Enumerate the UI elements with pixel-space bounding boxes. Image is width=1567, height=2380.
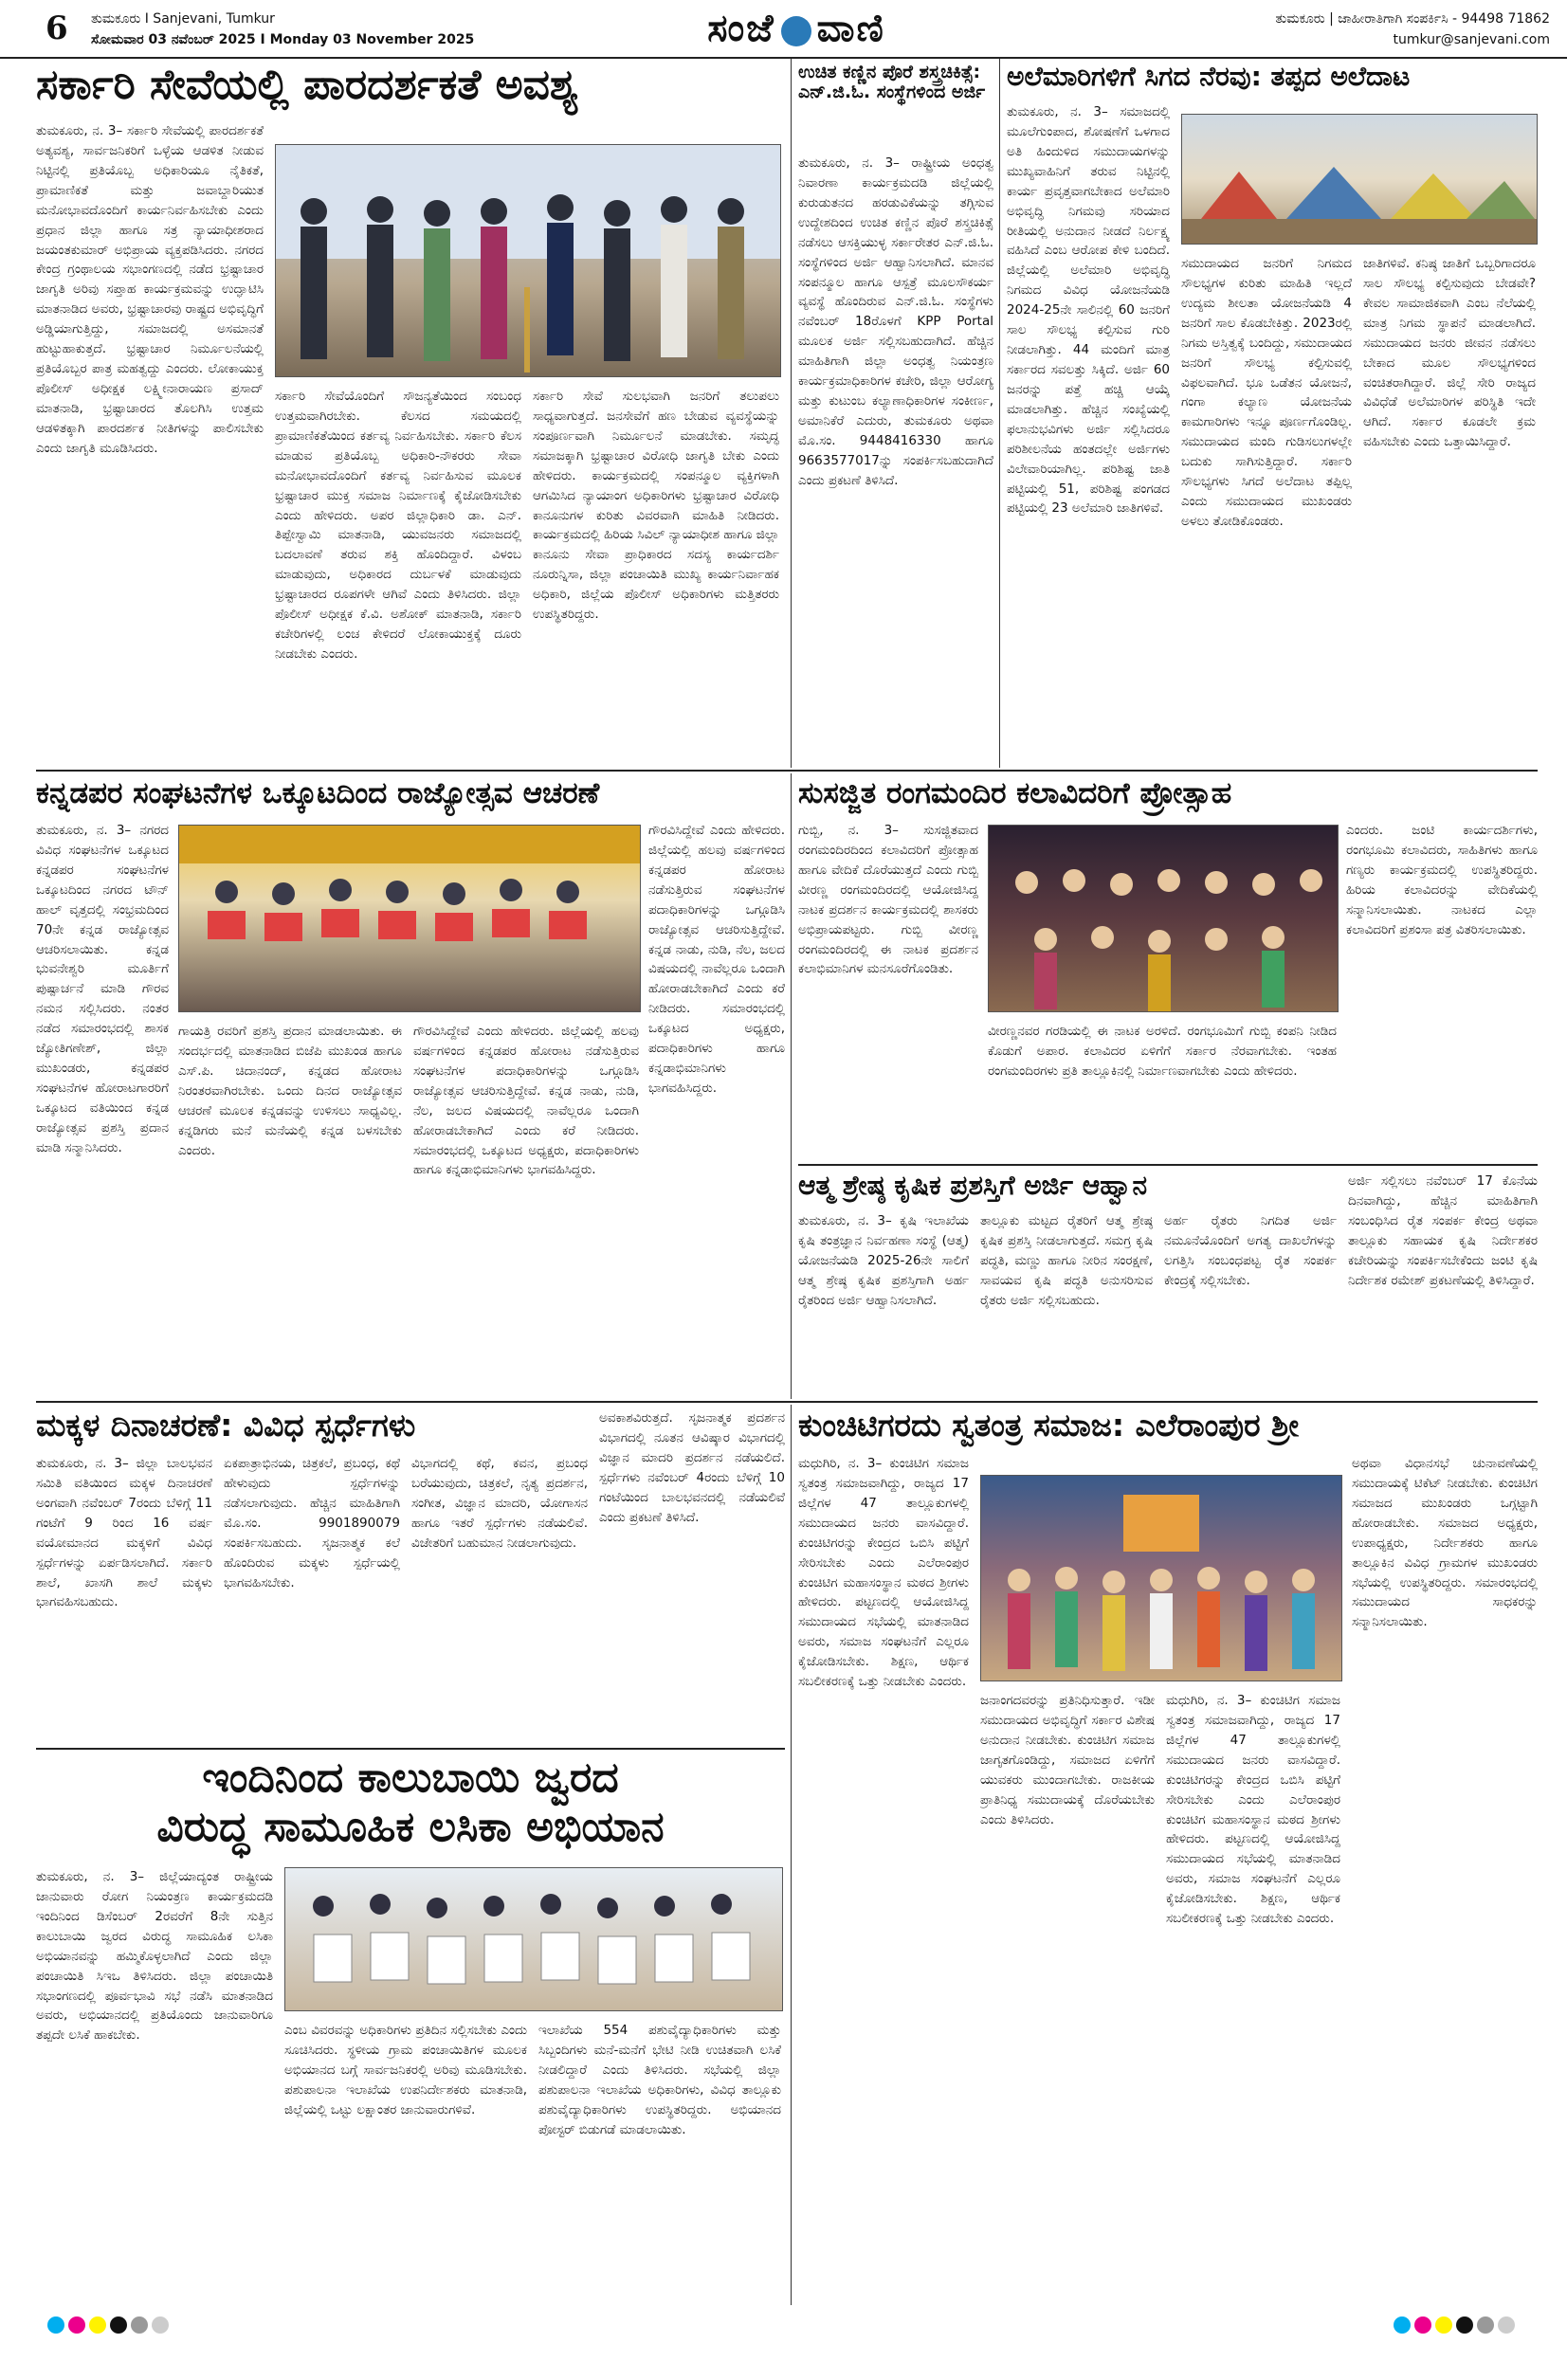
seer-gathering-photo (980, 1475, 1342, 1681)
black-registration-dot (1456, 2316, 1473, 2334)
black-registration-dot (110, 2316, 127, 2334)
article-text: ಅವಕಾಶವಿರುತ್ತದೆ. ಸೃಜನಾತ್ಮಕ ಪ್ರದರ್ಶನ ವಿಭಾಗದಲ್ಲಿ ನೂತನ ಆವಿಷ್ಕಾರ ವಿಭಾಗದಲ್ಲಿ ವಿಜ್ಞಾನ ಮಾದರಿ ಪ್ರದರ್ಶನ ನಡೆಯಲಿದೆ. ಸ್ಪರ್ಧೆಗಳು ನವೆಂಬರ್ 4ರಂದು ಬೆಳಿಗ್ಗೆ 10 ಗಂಟೆಯಿಂದ ಬಾಲಭವನದಲ್ಲಿ ನಡೆಯಲಿವೆ ಎಂದು ಪ್ರಕಟಣೆ ತಿಳಿಸಿದೆ. (599, 1410, 785, 1525)
article-text: ಇಲಾಖೆಯ 554 ಪಶುವೈದ್ಯಾಧಿಕಾರಿಗಳು ಮತ್ತು ಸಿಬ್ಬಂದಿಗಳು ಮನೆ-ಮನೆಗೆ ಭೇಟಿ ನೀಡಿ ಉಚಿತವಾಗಿ ಲಸಿಕೆ ನೀಡಲಿದ್ದಾರೆ ಎಂದು ತಿಳಿಸಿದರು. ಸಭೆಯಲ್ಲಿ ಜಿಲ್ಲಾ ಪಶುಪಾಲನಾ ಇಲಾಖೆಯ ಅಧಿಕಾರಿಗಳು, ವಿವಿಧ ತಾಲ್ಲೂಕು ಪಶುವೈದ್ಯಾಧಿಕಾರಿಗಳು ಉಪಸ್ಥಿತರಿದ್ದರು. ಅಭಿಯಾನದ ಪೋಸ್ಟರ್ ಬಿಡುಗಡೆ ಮಾಡಲಾಯಿತು. (538, 2023, 781, 2137)
article-text: ತುಮಕೂರು, ನ. 3– ಸರ್ಕಾರಿ ಸೇವೆಯಲ್ಲಿ ಪಾರದರ್ಶಕತೆ ಅತ್ಯವಶ್ಯ, ಸಾರ್ವಜನಿಕರಿಗೆ ಒಳ್ಳೆಯ ಆಡಳಿತ ನೀಡುವ ನಿಟ್ಟಿನಲ್ಲಿ ಪ್ರತಿಯೊಬ್ಬ ಅಧಿಕಾರಿಯೂ ನೈತಿಕತೆ, ಪ್ರಾಮಾಣಿಕತೆ ಮತ್ತು ಜವಾಬ್ದಾರಿಯುತ ಮನೋಭಾವದೊಂದಿಗೆ ಕಾರ್ಯನಿರ್ವಹಿಸಬೇಕು ಎಂದು ಪ್ರಧಾನ ಜಿಲ್ಲಾ ಹಾಗೂ ಸತ್ರ ನ್ಯಾಯಾಧೀಶರಾದ ಜಯಂತಕುಮಾರ್ ಅಭಿಪ್ರಾಯ ವ್ಯಕ್ತಪಡಿಸಿದರು. ನಗರದ ಕೇಂದ್ರ ಗ್ರಂಥಾಲಯ ಸಭಾಂಗಣದಲ್ಲಿ ನಡೆದ ಭ್ರಷ್ಟಾಚಾರ ಜಾಗೃತಿ ಅರಿವು ಸಪ್ತಾಹ ಕಾರ್ಯಕ್ರಮವನ್ನು ಉದ್ಘಾಟಿಸಿ ಮಾತನಾಡಿದ ಅವರು, ಭ್ರಷ್ಟಾಚಾರವು ರಾಷ್ಟ್ರದ ಅಭಿವೃದ್ಧಿಗೆ ಅಡ್ಡಿಯಾಗುತ್ತಿದ್ದು, ಸಮಾಜದಲ್ಲಿ ಅಸಮಾನತೆ ಹುಟ್ಟುಹಾಕುತ್ತದೆ. ಭ್ರಷ್ಟಾಚಾರ ನಿರ್ಮೂಲನೆಯಲ್ಲಿ ಪ್ರತಿಯೊಬ್ಬರ ಪಾತ್ರ ಮಹತ್ವದ್ದು ಎಂದರು. ಲೋಕಾಯುಕ್ತ ಪೊಲೀಸ್ ಅಧೀಕ್ಷಕ ಲಕ್ಷ್ಮೀನಾರಾಯಣ ಪ್ರಸಾದ್ ಮಾತನಾಡಿ, ಭ್ರಷ್ಟಾಚಾರದ ತೊಲಗಿಸಿ ಉತ್ತಮ ಆಡಳಿತಕ್ಕಾಗಿ ಪಾರದರ್ಶಕ ನೀತಿಗಳನ್ನು ಪಾಲಿಸಬೇಕು ಎಂದು ಜಾಗೃತಿ ಮೂಡಿಸಿದರು. (36, 123, 264, 456)
article-text: ವಿಭಾಗದಲ್ಲಿ ಕಥೆ, ಕವನ, ಪ್ರಬಂಧ ಬರೆಯುವುದು, ಚಿತ್ರಕಲೆ, ನೃತ್ಯ ಪ್ರದರ್ಶನ, ಸಂಗೀತ, ವಿಜ್ಞಾನ ಮಾದರಿ, ಯೋಗಾಸನ ಹಾಗೂ ಇತರೆ ಸ್ಪರ್ಧೆಗಳು ನಡೆಯಲಿವೆ. ವಿಜೇತರಿಗೆ ಬಹುಮಾನ ನೀಡಲಾಗುವುದು. (411, 1456, 588, 1551)
cyan-registration-dot (47, 2316, 64, 2334)
magenta-registration-dot (1414, 2316, 1431, 2334)
section-divider (36, 1748, 785, 1750)
shelters-photo (1181, 114, 1538, 245)
people-photo-icon (276, 145, 780, 376)
headline-line2: ವಿರುದ್ಧ ಸಾಮೂಹಿಕ ಲಸಿಕಾ ಅಭಿಯಾನ (156, 1803, 665, 1852)
article-text: ಗಾಯತ್ರಿ ರವರಿಗೆ ಪ್ರಶಸ್ತಿ ಪ್ರದಾನ ಮಾಡಲಾಯಿತು. ಈ ಸಂದರ್ಭದಲ್ಲಿ ಮಾತನಾಡಿದ ಬಿಜೆಪಿ ಮುಖಂಡ ಹಾಗೂ ಎಸ್.ಪಿ. ಚಿದಾನಂದ್, ಕನ್ನಡದ ಹೋರಾಟ ನಿರಂತರವಾಗಿರಬೇಕು. ಒಂದು ದಿನದ ರಾಜ್ಯೋತ್ಸವ ಆಚರಣೆ ಮೂಲಕ ಕನ್ನಡವನ್ನು ಉಳಿಸಲು ಸಾಧ್ಯವಿಲ್ಲ. ಕನ್ನಡಿಗರು ಮನೆ ಮನೆಯಲ್ಲಿ ಕನ್ನಡ ಬಳಸಬೇಕು ಎಂದರು. (178, 1024, 402, 1158)
article-text: ವೀರಣ್ಣನವರ ಗರಡಿಯಲ್ಲಿ ಈ ನಾಟಕ ಅರಳಿದೆ. ರಂಗಭೂಮಿಗೆ ಗುಬ್ಬಿ ಕಂಪನಿ ನೀಡಿದ ಕೊಡುಗೆ ಅಪಾರ. ಕಲಾವಿದರ ಏಳಿಗೆಗೆ ಸರ್ಕಾರ ನೆರವಾಗಬೇಕು. ಇಂತಹ ರಂಗಮಂದಿರಗಳು ಪ್ರತಿ ತಾಲ್ಲೂಕಿನಲ್ಲಿ ನಿರ್ಮಾಣವಾಗಬೇಕು ಎಂದು ಹೇಳಿದರು. (988, 1024, 1337, 1079)
header-ad-contact: ತುಮಕೂರು | ಜಾಹೀರಾತಿಗಾಗಿ ಸಂಪರ್ಕಿಸಿ - 94498 71862 (1275, 11, 1550, 27)
header-location: ತುಮಕೂರು I Sanjevani, Tumkur (91, 11, 275, 27)
group-photo-icon (179, 826, 640, 1011)
grey-registration-dot (1477, 2316, 1494, 2334)
headline: ಕುಂಚಿಟಿಗರದು ಸ್ವತಂತ್ರ ಸಮಾಜ: ಎಲೆರಾಂಪುರ ಶ್ರೀ (798, 1407, 1300, 1444)
header-email: tumkur@sanjevani.com (1393, 32, 1550, 47)
headline: ಮಕ್ಕಳ ದಿನಾಚರಣೆ: ವಿವಿಧ ಸ್ಪರ್ಧೆಗಳು (36, 1407, 416, 1444)
headline: ಉಚಿತ ಕಣ್ಣಿನ ಪೊರೆ ಶಸ್ತ್ರಚಿಕಿತ್ಸೆ: ಎನ್.ಜಿ.ಓ. ಸಂಸ್ಥೆಗಳಿಂದ ಅರ್ಜಿ (798, 62, 986, 102)
article-text: ಗೌರವಿಸಿದ್ದೇವೆ ಎಂದು ಹೇಳಿದರು. ಜಿಲ್ಲೆಯಲ್ಲಿ ಹಲವು ವರ್ಷಗಳಿಂದ ಕನ್ನಡಪರ ಹೋರಾಟ ನಡೆಸುತ್ತಿರುವ ಸಂಘಟನೆಗಳ ಪದಾಧಿಕಾರಿಗಳನ್ನು ಒಗ್ಗೂಡಿಸಿ ರಾಜ್ಯೋತ್ಸವ ಆಚರಿಸುತ್ತಿದ್ದೇವೆ. ಕನ್ನಡ ನಾಡು, ನುಡಿ, ನೆಲ, ಜಲದ ವಿಷಯದಲ್ಲಿ ನಾವೆಲ್ಲರೂ ಒಂದಾಗಿ ಹೋರಾಡಬೇಕಾಗಿದೆ ಎಂದು ಕರೆ ನೀಡಿದರು. ಸಮಾರಂಭದಲ್ಲಿ ಒಕ್ಕೂಟದ ಅಧ್ಯಕ್ಷರು, ಪದಾಧಿಕಾರಿಗಳು ಹಾಗೂ ಕನ್ನಡಾಭಿಮಾನಿಗಳು ಭಾಗವಹಿಸಿದ್ದರು. (648, 823, 785, 1096)
page-header (0, 0, 1567, 59)
article-text: ಎಂಬ ವಿವರವನ್ನು ಅಧಿಕಾರಿಗಳು ಪ್ರತಿದಿನ ಸಲ್ಲಿಸಬೇಕು ಎಂದು ಸೂಚಿಸಿದರು. ಸ್ಥಳೀಯ ಗ್ರಾಮ ಪಂಚಾಯಿತಿಗಳ ಮೂಲಕ ಅಭಿಯಾನದ ಬಗ್ಗೆ ಸಾರ್ವಜನಿಕರಲ್ಲಿ ಅರಿವು ಮೂಡಿಸಬೇಕು. ಪಶುಪಾಲನಾ ಇಲಾಖೆಯ ಉಪನಿರ್ದೇಶಕರು ಮಾತನಾಡಿ, ಜಿಲ್ಲೆಯಲ್ಲಿ ಒಟ್ಟು ಲಕ್ಷಾಂತರ ಜಾನುವಾರುಗಳಿವೆ. (284, 2023, 527, 2117)
article-text: ಮಧುಗಿರಿ, ನ. 3– ಕುಂಚಿಟಿಗ ಸಮಾಜ ಸ್ವತಂತ್ರ ಸಮಾಜವಾಗಿದ್ದು, ರಾಜ್ಯದ 17 ಜಿಲ್ಲೆಗಳ 47 ತಾಲ್ಲೂಕುಗಳಲ್ಲಿ ಸಮುದಾಯದ ಜನರು ವಾಸವಿದ್ದಾರೆ. ಕುಂಚಿಟಿಗರನ್ನು ಕೇಂದ್ರದ ಒಬಿಸಿ ಪಟ್ಟಿಗೆ ಸೇರಿಸಬೇಕು ಎಂದು ಎಲೆರಾಂಪುರ ಕುಂಚಿಟಿಗ ಮಹಾಸಂಸ್ಥಾನ ಮಠದ ಶ್ರೀಗಳು ಹೇಳಿದರು. ಪಟ್ಟಣದಲ್ಲಿ ಆಯೋಜಿಸಿದ್ದ ಸಮುದಾಯದ ಸಭೆಯಲ್ಲಿ ಮಾತನಾಡಿದ ಅವರು, ಸಮಾಜ ಸಂಘಟನೆಗೆ ಎಲ್ಲರೂ ಕೈಜೋಡಿಸಬೇಕು. ಶಿಕ್ಷಣ, ಆರ್ಥಿಕ ಸಬಲೀಕರಣಕ್ಕೆ ಒತ್ತು ನೀಡಬೇಕು ಎಂದರು. (798, 1456, 969, 1690)
article-nomads (1007, 59, 1538, 770)
officials-photo-icon (285, 1868, 782, 2010)
section-divider (798, 1164, 1538, 1166)
article-childrens-day (36, 1405, 785, 1746)
magenta-registration-dot (68, 2316, 85, 2334)
article-vaccination (36, 1752, 785, 2305)
headline-line1: ಇಂದಿನಿಂದ ಕಾಲುಬಾಯಿ ಜ್ವರದ (202, 1753, 619, 1802)
section-divider (36, 1401, 1538, 1403)
headline: ಆತ್ಮ ಶ್ರೇಷ್ಠ ಕೃಷಿಕ ಪ್ರಶಸ್ತಿಗೆ ಅರ್ಜಿ ಆಹ್ವಾನ (798, 1170, 1148, 1201)
article-text: ಅರ್ಜಿ ಸಲ್ಲಿಸಲು ನವೆಂಬರ್ 17 ಕೊನೆಯ ದಿನವಾಗಿದ್ದು, ಹೆಚ್ಚಿನ ಮಾಹಿತಿಗಾಗಿ ಸಂಬಂಧಿಸಿದ ರೈತ ಸಂಪರ್ಕ ಕೇಂದ್ರ ಅಥವಾ ತಾಲ್ಲೂಕು ಸಹಾಯಕ ಕೃಷಿ ನಿರ್ದೇಶಕರ ಕಚೇರಿಯನ್ನು ಸಂಪರ್ಕಿಸಬೇಕೆಂದು ಜಂಟಿ ಕೃಷಿ ನಿರ್ದೇಶಕ ರಮೇಶ್ ಪ್ರಕಟಣೆಯಲ್ಲಿ ತಿಳಿಸಿದ್ದಾರೆ. (1348, 1173, 1538, 1288)
article-text: ತುಮಕೂರು, ನ. 3– ಜಿಲ್ಲೆಯಾದ್ಯಂತ ರಾಷ್ಟ್ರೀಯ ಜಾನುವಾರು ರೋಗ ನಿಯಂತ್ರಣ ಕಾರ್ಯಕ್ರಮದಡಿ ಇಂದಿನಿಂದ ಡಿಸೆಂಬರ್ 2ರವರೆಗೆ 8ನೇ ಸುತ್ತಿನ ಕಾಲುಬಾಯಿ ಜ್ವರದ ವಿರುದ್ಧ ಸಾಮೂಹಿಕ ಲಸಿಕಾ ಅಭಿಯಾನವನ್ನು ಹಮ್ಮಿಕೊಳ್ಳಲಾಗಿದೆ ಎಂದು ಜಿಲ್ಲಾ ಪಂಚಾಯಿತಿ ಸಿಇಒ ತಿಳಿಸಿದರು. ಜಿಲ್ಲಾ ಪಂಚಾಯಿತಿ ಸಭಾಂಗಣದಲ್ಲಿ ಪೂರ್ವಭಾವಿ ಸಭೆ ನಡೆಸಿ ಮಾತನಾಡಿದ ಅವರು, ಅಭಿಯಾನದಲ್ಲಿ ಪ್ರತಿಯೊಂದು ಜಾನುವಾರಿಗೂ ತಪ್ಪದೇ ಲಸಿಕೆ ಹಾಕಬೇಕು. (36, 1869, 273, 2044)
felicitation-photo (178, 825, 641, 1012)
event-photo (275, 144, 781, 377)
poster-release-photo (284, 1867, 783, 2011)
grey-registration-dot (131, 2316, 148, 2334)
headline: ಸರ್ಕಾರಿ ಸೇವೆಯಲ್ಲಿ ಪಾರದರ್ಶಕತೆ ಅವಶ್ಯ (36, 61, 579, 109)
lightgrey-registration-dot (152, 2316, 169, 2334)
column-divider (999, 59, 1000, 768)
print-registration-footer (0, 2313, 1567, 2380)
article-theatre (798, 773, 1538, 1162)
article-text: ಅರ್ಹ ರೈತರು ನಿಗದಿತ ಅರ್ಜಿ ನಮೂನೆಯೊಂದಿಗೆ ಅಗತ್ಯ ದಾಖಲೆಗಳನ್ನು ಲಗತ್ತಿಸಿ ಸಂಬಂಧಪಟ್ಟ ರೈತ ಸಂಪರ್ಕ ಕೇಂದ್ರಕ್ಕೆ ಸಲ್ಲಿಸಬೇಕು. (1164, 1213, 1337, 1288)
article-eye-surgery (798, 59, 993, 770)
article-text: ತುಮಕೂರು, ನ. 3– ಜಿಲ್ಲಾ ಬಾಲಭವನ ಸಮಿತಿ ವತಿಯಿಂದ ಮಕ್ಕಳ ದಿನಾಚರಣೆ ಅಂಗವಾಗಿ ನವೆಂಬರ್ 7ರಂದು ಬೆಳಿಗ್ಗೆ 11 ಗಂಟೆಗೆ 9 ರಿಂದ 16 ವರ್ಷ ವಯೋಮಾನದ ಮಕ್ಕಳಿಗೆ ವಿವಿಧ ಸ್ಪರ್ಧೆಗಳನ್ನು ಏರ್ಪಡಿಸಲಾಗಿದೆ. ಸರ್ಕಾರಿ ಶಾಲೆ, ಖಾಸಗಿ ಶಾಲೆ ಮಕ್ಕಳು ಭಾಗವಹಿಸಬಹುದು. (36, 1456, 212, 1610)
article-text: ಏಕಪಾತ್ರಾಭಿನಯ, ಚಿತ್ರಕಲೆ, ಪ್ರಬಂಧ, ಕಥೆ ಹೇಳುವುದು ಸ್ಪರ್ಧೆಗಳನ್ನು ನಡೆಸಲಾಗುವುದು. ಹೆಚ್ಚಿನ ಮಾಹಿತಿಗಾಗಿ ಮೊ.ಸಂ. 9901890079 ಸಂಪರ್ಕಿಸಬಹುದು. ಸೃಜನಾತ್ಮಕ ಕಲೆ ಹೊಂದಿರುವ ಮಕ್ಕಳು ಸ್ಪರ್ಧೆಯಲ್ಲಿ ಭಾಗವಹಿಸಬೇಕು. (224, 1456, 400, 1590)
article-text: ತುಮಕೂರು, ನ. 3– ಕೃಷಿ ಇಲಾಖೆಯ ಕೃಷಿ ತಂತ್ರಜ್ಞಾನ ನಿರ್ವಹಣಾ ಸಂಸ್ಥೆ (ಆತ್ಮ) ಯೋಜನೆಯಡಿ 2025-26ನೇ ಸಾಲಿಗೆ ಆತ್ಮ ಶ್ರೇಷ್ಠ ಕೃಷಿಕ ಪ್ರಶಸ್ತಿಗಾಗಿ ಅರ್ಹ ರೈತರಿಂದ ಅರ್ಜಿ ಆಹ್ವಾನಿಸಲಾಗಿದೆ. (798, 1213, 969, 1308)
community-photo-icon (981, 1476, 1341, 1681)
column-divider (791, 59, 792, 768)
article-text: ಜಾತಿಗಳಿವೆ. ಕನಿಷ್ಠ ಜಾತಿಗೆ ಒಬ್ಬರಿಗಾದರೂ ಸಾಲ ಸೌಲಭ್ಯ ಕಲ್ಪಿಸುವುದು ಬೇಡವೇ? ಕೇವಲ ಸಾಮಾಜಿಕವಾಗಿ ಎಂಬ ನೆಲೆಯಲ್ಲಿ ಮಾತ್ರ ನಿಗಮ ಸ್ಥಾಪನೆ ಮಾಡಲಾಗಿದೆ. ಸಮುದಾಯದ ಜನರು ಜೀವನ ನಡೆಸಲು ಬೇಕಾದ ಮೂಲ ಸೌಲಭ್ಯಗಳಿಂದ ವಂಚಿತರಾಗಿದ್ದಾರೆ. ಜಿಲ್ಲೆ ಸೇರಿ ರಾಜ್ಯದ ವಿವಿಧೆಡೆ ಅಲೆಮಾರಿಗಳ ಪರಿಸ್ಥಿತಿ ಇದೇ ಆಗಿದೆ. ಸರ್ಕಾರ ಕೂಡಲೇ ಕ್ರಮ ವಹಿಸಬೇಕು ಎಂದು ಒತ್ತಾಯಿಸಿದ್ದಾರೆ. (1363, 256, 1536, 450)
article-text: ಎಂದರು. ಜಂಟಿ ಕಾರ್ಯದರ್ಶಿಗಳು, ರಂಗಭೂಮಿ ಕಲಾವಿದರು, ಸಾಹಿತಿಗಳು ಹಾಗೂ ಗಣ್ಯರು ಕಾರ್ಯಕ್ರಮದಲ್ಲಿ ಉಪಸ್ಥಿತರಿದ್ದರು. ಹಿರಿಯ ಕಲಾವಿದರನ್ನು ವೇದಿಕೆಯಲ್ಲಿ ಸನ್ಮಾನಿಸಲಾಯಿತು. ನಾಟಕದ ಎಲ್ಲಾ ಕಲಾವಿದರಿಗೆ ಪ್ರಶಂಸಾ ಪತ್ರ ವಿತರಿಸಲಾಯಿತು. (1346, 823, 1538, 937)
article-text: ಜನಾಂಗದವರನ್ನು ಪ್ರತಿನಿಧಿಸುತ್ತಾರೆ. ಇಡೀ ಸಮುದಾಯದ ಅಭಿವೃದ್ಧಿಗೆ ಸರ್ಕಾರ ವಿಶೇಷ ಅನುದಾನ ನೀಡಬೇಕು. ಕುಂಚಿಟಿಗ ಸಮಾಜ ಜಾಗೃತಗೊಂಡಿದ್ದು, ಸಮಾಜದ ಏಳಿಗೆಗೆ ಯುವಕರು ಮುಂದಾಗಬೇಕು. ರಾಜಕೀಯ ಪ್ರಾತಿನಿಧ್ಯ ಸಮುದಾಯಕ್ಕೆ ದೊರೆಯಬೇಕು ಎಂದು ತಿಳಿಸಿದರು. (980, 1693, 1155, 1827)
article-text: ಸಮುದಾಯದ ಜನರಿಗೆ ನಿಗಮದ ಸೌಲಭ್ಯಗಳ ಕುರಿತು ಮಾಹಿತಿ ಇಲ್ಲದೆ ಉದ್ಯಮ ಶೀಲತಾ ಯೋಜನೆಯಡಿ 4 ಜನರಿಗೆ ಸಾಲ ಕೊಡಬೇಕಿತ್ತು. 2023ರಲ್ಲಿ ನಿಗಮ ಅಸ್ತಿತ್ವಕ್ಕೆ ಬಂದಿದ್ದು, ಸಮುದಾಯದ ಜನರಿಗೆ ಸೌಲಭ್ಯ ಕಲ್ಪಿಸುವಲ್ಲಿ ವಿಫಲವಾಗಿದೆ. ಭೂ ಒಡೆತನ ಯೋಜನೆ, ಗಂಗಾ ಕಲ್ಯಾಣ ಯೋಜನೆಯ ಕಾಮಗಾರಿಗಳು ಇನ್ನೂ ಪೂರ್ಣಗೊಂಡಿಲ್ಲ. ಸಮುದಾಯದ ಮಂದಿ ಗುಡಿಸಲುಗಳಲ್ಲೇ ಬದುಕು ಸಾಗಿಸುತ್ತಿದ್ದಾರೆ. ಸರ್ಕಾರಿ ಸೌಲಭ್ಯಗಳು ಸಿಗದೆ ಅಲೆದಾಟ ತಪ್ಪಿಲ್ಲ ಎಂದು ಸಮುದಾಯದ ಮುಖಂಡರು ಅಳಲು ತೋಡಿಕೊಂಡರು. (1181, 256, 1352, 529)
article-text: ತುಮಕೂರು, ನ. 3– ನಗರದ ವಿವಿಧ ಸಂಘಟನೆಗಳ ಒಕ್ಕೂಟದ ಕನ್ನಡಪರ ಸಂಘಟನೆಗಳ ಒಕ್ಕೂಟದಿಂದ ನಗರದ ಟೌನ್ ಹಾಲ್ ವೃತ್ತದಲ್ಲಿ ಸಂಭ್ರಮದಿಂದ 70ನೇ ಕನ್ನಡ ರಾಜ್ಯೋತ್ಸವ ಆಚರಿಸಲಾಯಿತು. ಕನ್ನಡ ಭುವನೇಶ್ವರಿ ಮೂರ್ತಿಗೆ ಪುಷ್ಪಾರ್ಚನೆ ಮಾಡಿ ಗೌರವ ನಮನ ಸಲ್ಲಿಸಿದರು. ನಂತರ ನಡೆದ ಸಮಾರಂಭದಲ್ಲಿ ಶಾಸಕ ಜ್ಯೋತಿಗಣೇಶ್, ಜಿಲ್ಲಾ ಮುಖಂಡರು, ಕನ್ನಡಪರ ಸಂಘಟನೆಗಳ ಹೋರಾಟಗಾರರಿಗೆ ಒಕ್ಕೂಟದ ವತಿಯಿಂದ ಕನ್ನಡ ರಾಜ್ಯೋತ್ಸವ ಪ್ರಶಸ್ತಿ ಪ್ರದಾನ ಮಾಡಿ ಸನ್ಮಾನಿಸಿದರು. (36, 823, 169, 1155)
article-transparency (36, 59, 785, 770)
article-text: ತಾಲ್ಲೂಕು ಮಟ್ಟದ ರೈತರಿಗೆ ಆತ್ಮ ಶ್ರೇಷ್ಠ ಕೃಷಿಕ ಪ್ರಶಸ್ತಿ ನೀಡಲಾಗುತ್ತದೆ. ಸಮಗ್ರ ಕೃಷಿ ಪದ್ಧತಿ, ಮಣ್ಣು ಹಾಗೂ ನೀರಿನ ಸಂರಕ್ಷಣೆ, ಸಾವಯವ ಕೃಷಿ ಪದ್ಧತಿ ಅನುಸರಿಸುವ ರೈತರು ಅರ್ಜಿ ಸಲ್ಲಿಸಬಹುದು. (980, 1213, 1153, 1308)
header-date: ಸೋಮವಾರ 03 ನವೆಂಬರ್ 2025 I Monday 03 November 2025 (91, 32, 475, 47)
article-text: ತುಮಕೂರು, ನ. 3– ರಾಷ್ಟ್ರೀಯ ಅಂಧತ್ವ ನಿವಾರಣಾ ಕಾರ್ಯಕ್ರಮದಡಿ ಜಿಲ್ಲೆಯಲ್ಲಿ ಕುರುಡುತನದ ಹರಡುವಿಕೆಯನ್ನು ತಗ್ಗಿಸುವ ಉದ್ದೇಶದಿಂದ ಉಚಿತ ಕಣ್ಣಿನ ಪೊರೆ ಶಸ್ತ್ರಚಿಕಿತ್ಸೆ ನಡೆಸಲು ಆಸಕ್ತಿಯುಳ್ಳ ಸರ್ಕಾರೇತರ ಎನ್.ಜಿ.ಓ. ಸಂಸ್ಥೆಗಳಿಂದ ಅರ್ಜಿ ಆಹ್ವಾನಿಸಲಾಗಿದೆ. ಮಾನವ ಸಂಪನ್ಮೂಲ ಹಾಗೂ ಆಸ್ಪತ್ರೆ ಮೂಲಸೌಕರ್ಯ ವ್ಯವಸ್ಥೆ ಹೊಂದಿರುವ ಎನ್.ಜಿ.ಓ. ಸಂಸ್ಥೆಗಳು ನವೆಂಬರ್ 18ರೊಳಗೆ KPP Portal ಮೂಲಕ ಅರ್ಜಿ ಸಲ್ಲಿಸಬಹುದಾಗಿದೆ. ಹೆಚ್ಚಿನ ಮಾಹಿತಿಗಾಗಿ ಜಿಲ್ಲಾ ಅಂಧತ್ವ ನಿಯಂತ್ರಣ ಕಾರ್ಯಕ್ರಮಾಧಿಕಾರಿಗಳ ಕಚೇರಿ, ಜಿಲ್ಲಾ ಆರೋಗ್ಯ ಮತ್ತು ಕುಟುಂಬ ಕಲ್ಯಾಣಾಧಿಕಾರಿಗಳ ಸಂಕೀರ್ಣ, ಅಮಾನಿಕೆರೆ ಎದುರು, ತುಮಕೂರು ಅಥವಾ ಮೊ.ಸಂ. 9448416330 ಹಾಗೂ 9663577017ನ್ನು ಸಂಪರ್ಕಿಸಬಹುದಾಗಿದೆ ಎಂದು ಪ್ರಕಟಣೆ ತಿಳಿಸಿದೆ. (798, 155, 993, 488)
column-divider (791, 773, 792, 1399)
tents-photo-icon (1182, 115, 1537, 244)
article-text: ಮಧುಗಿರಿ, ನ. 3– ಕುಂಚಿಟಿಗ ಸಮಾಜ ಸ್ವತಂತ್ರ ಸಮಾಜವಾಗಿದ್ದು, ರಾಜ್ಯದ 17 ಜಿಲ್ಲೆಗಳ 47 ತಾಲ್ಲೂಕುಗಳಲ್ಲಿ ಸಮುದಾಯದ ಜನರು ವಾಸವಿದ್ದಾರೆ. ಕುಂಚಿಟಿಗರನ್ನು ಕೇಂದ್ರದ ಒಬಿಸಿ ಪಟ್ಟಿಗೆ ಸೇರಿಸಬೇಕು ಎಂದು ಎಲೆರಾಂಪುರ ಕುಂಚಿಟಿಗ ಮಹಾಸಂಸ್ಥಾನ ಮಠದ ಶ್ರೀಗಳು ಹೇಳಿದರು. ಪಟ್ಟಣದಲ್ಲಿ ಆಯೋಜಿಸಿದ್ದ ಸಮುದಾಯದ ಸಭೆಯಲ್ಲಿ ಮಾತನಾಡಿದ ಅವರು, ಸಮಾಜ ಸಂಘಟನೆಗೆ ಎಲ್ಲರೂ ಕೈಜೋಡಿಸಬೇಕು. ಶಿಕ್ಷಣ, ಆರ್ಥಿಕ ಸಬಲೀಕರಣಕ್ಕೆ ಒತ್ತು ನೀಡಬೇಕು ಎಂದರು. (1166, 1693, 1340, 1927)
masthead-logo-icon (781, 16, 811, 46)
yellow-registration-dot (1435, 2316, 1452, 2334)
masthead-left: ಸಂಜೆ (707, 6, 775, 50)
article-rajyotsava (36, 773, 785, 1399)
article-text: ಗುಬ್ಬಿ, ನ. 3– ಸುಸಜ್ಜಿತವಾದ ರಂಗಮಂದಿರದಿಂದ ಕಲಾವಿದರಿಗೆ ಪ್ರೋತ್ಸಾಹ ಹಾಗೂ ವೇದಿಕೆ ದೊರೆಯುತ್ತದೆ ಎಂದು ಗುಬ್ಬಿ ವೀರಣ್ಣ ರಂಗಮಂದಿರದಲ್ಲಿ ಆಯೋಜಿಸಿದ್ದ ನಾಟಕ ಪ್ರದರ್ಶನ ಕಾರ್ಯಕ್ರಮದಲ್ಲಿ ಶಾಸಕರು ಅಭಿಪ್ರಾಯಪಟ್ಟರು. ಗುಬ್ಬಿ ವೀರಣ್ಣ ರಂಗಮಂದಿರದಲ್ಲಿ ಈ ನಾಟಕ ಪ್ರದರ್ಶನ ಕಲಾಭಿಮಾನಿಗಳ ಮನಸೂರೆಗೊಂಡಿತು. (798, 823, 978, 977)
article-text: ಸರ್ಕಾರಿ ಸೇವೆ ಸುಲಭವಾಗಿ ಜನರಿಗೆ ತಲುಪಲು ಸಾಧ್ಯವಾಗುತ್ತದೆ. ಜನಸೇವೆಗೆ ಹಣ ಬೇಡುವ ವ್ಯವಸ್ಥೆಯನ್ನು ಸಂಪೂರ್ಣವಾಗಿ ನಿರ್ಮೂಲನೆ ಮಾಡಬೇಕು. ಸಮೃದ್ಧ ಸಮಾಜಕ್ಕಾಗಿ ಭ್ರಷ್ಟಾಚಾರ ವಿರೋಧಿ ಜಾಗೃತಿ ಬೇಕು ಎಂದು ಹೇಳಿದರು. ಕಾರ್ಯಕ್ರಮದಲ್ಲಿ ಸಂಪನ್ಮೂಲ ವ್ಯಕ್ತಿಗಳಾಗಿ ಆಗಮಿಸಿದ ನ್ಯಾಯಾಂಗ ಅಧಿಕಾರಿಗಳು ಭ್ರಷ್ಟಾಚಾರ ವಿರೋಧಿ ಕಾನೂನುಗಳ ಕುರಿತು ವಿವರವಾಗಿ ಮಾಹಿತಿ ನೀಡಿದರು. ಕಾರ್ಯಕ್ರಮದಲ್ಲಿ ಹಿರಿಯ ಸಿವಿಲ್ ನ್ಯಾಯಾಧೀಶ ಹಾಗೂ ಜಿಲ್ಲಾ ಕಾನೂನು ಸೇವಾ ಪ್ರಾಧಿಕಾರದ ಸದಸ್ಯ ಕಾರ್ಯದರ್ಶಿ ನೂರುನ್ನಿಸಾ, ಜಿಲ್ಲಾ ಪಂಚಾಯಿತಿ ಮುಖ್ಯ ಕಾರ್ಯನಿರ್ವಾಹಕ ಅಧಿಕಾರಿ, ಜಿಲ್ಲೆಯ ಪೊಲೀಸ್ ಅಧಿಕಾರಿಗಳು ಮತ್ತಿತರರು ಉಪಸ್ಥಿತರಿದ್ದರು. (533, 389, 779, 623)
article-farmer-award (798, 1168, 1538, 1399)
article-text: ಅಥವಾ ವಿಧಾನಸಭೆ ಚುನಾವಣೆಯಲ್ಲಿ ಸಮುದಾಯಕ್ಕೆ ಟಿಕೆಟ್ ನೀಡಬೇಕು. ಕುಂಚಿಟಿಗ ಸಮಾಜದ ಮುಖಂಡರು ಒಗ್ಗಟ್ಟಾಗಿ ಹೋರಾಡಬೇಕು. ಸಮಾಜದ ಅಧ್ಯಕ್ಷರು, ಉಪಾಧ್ಯಕ್ಷರು, ನಿರ್ದೇಶಕರು ಹಾಗೂ ತಾಲ್ಲೂಕಿನ ವಿವಿಧ ಗ್ರಾಮಗಳ ಮುಖಂಡರು ಸಭೆಯಲ್ಲಿ ಉಪಸ್ಥಿತರಿದ್ದರು. ಸಮಾರಂಭದಲ್ಲಿ ಸಮುದಾಯದ ಸಾಧಕರನ್ನು ಸನ್ಮಾನಿಸಲಾಯಿತು. (1352, 1456, 1538, 1630)
masthead (493, 6, 1100, 50)
article-text: ತುಮಕೂರು, ನ. 3– ಸಮಾಜದಲ್ಲಿ ಮೂಲೆಗುಂಪಾದ, ಶೋಷಣೆಗೆ ಒಳಗಾದ ಅತಿ ಹಿಂದುಳಿದ ಸಮುದಾಯಗಳನ್ನು ಮುಖ್ಯವಾಹಿನಿಗೆ ತರುವ ನಿಟ್ಟಿನಲ್ಲಿ ಕಾರ್ಯ ಪ್ರವೃತ್ತವಾಗಬೇಕಾದ ಅಲೆಮಾರಿ ಅಭಿವೃದ್ಧಿ ನಿಗಮವು ಸರಿಯಾದ ರೀತಿಯಲ್ಲಿ ಅನುದಾನ ನೀಡದೆ ನಿರ್ಲಕ್ಷ್ಯ ವಹಿಸಿದೆ ಎಂಬ ಆರೋಪ ಕೇಳಿ ಬಂದಿದೆ. ಜಿಲ್ಲೆಯಲ್ಲಿ ಅಲೆಮಾರಿ ಅಭಿವೃದ್ಧಿ ನಿಗಮದ ವಿವಿಧ ಯೋಜನೆಯಡಿ 2024-25ನೇ ಸಾಲಿನಲ್ಲಿ 60 ಜನರಿಗೆ ಸಾಲ ಸೌಲಭ್ಯ ಕಲ್ಪಿಸುವ ಗುರಿ ನೀಡಲಾಗಿತ್ತು. 44 ಮಂದಿಗೆ ಮಾತ್ರ ಸರ್ಕಾರದ ಸವಲತ್ತು ಸಿಕ್ಕಿದೆ. ಅರ್ಜಿ 60 ಜನರನ್ನು ಪತ್ತೆ ಹಚ್ಚಿ ಆಯ್ಕೆ ಮಾಡಲಾಗಿತ್ತು. ಹೆಚ್ಚಿನ ಸಂಖ್ಯೆಯಲ್ಲಿ ಫಲಾನುಭವಿಗಳು ಅರ್ಜಿ ಸಲ್ಲಿಸಿದರೂ ಪರಿಶೀಲನೆಯ ಹಂತದಲ್ಲೇ ಅರ್ಜಿಗಳು ವಿಲೇವಾರಿಯಾಗಿಲ್ಲ. ಪರಿಶಿಷ್ಟ ಜಾತಿ ಪಟ್ಟಿಯಲ್ಲಿ 51, ಪರಿಶಿಷ್ಟ ಪಂಗಡದ ಪಟ್ಟಿಯಲ್ಲಿ 23 ಅಲೆಮಾರಿ ಜಾತಿಗಳಿವೆ. (1007, 104, 1170, 517)
masthead-right: ವಾಣಿ (816, 6, 885, 50)
article-kunchitiga (798, 1405, 1538, 2305)
lightgrey-registration-dot (1498, 2316, 1515, 2334)
headline: ಸುಸಜ್ಜಿತ ರಂಗಮಂದಿರ ಕಲಾವಿದರಿಗೆ ಪ್ರೋತ್ಸಾಹ (798, 776, 1232, 810)
article-text: ಗೌರವಿಸಿದ್ದೇವೆ ಎಂದು ಹೇಳಿದರು. ಜಿಲ್ಲೆಯಲ್ಲಿ ಹಲವು ವರ್ಷಗಳಿಂದ ಕನ್ನಡಪರ ಹೋರಾಟ ನಡೆಸುತ್ತಿರುವ ಸಂಘಟನೆಗಳ ಪದಾಧಿಕಾರಿಗಳನ್ನು ಒಗ್ಗೂಡಿಸಿ ರಾಜ್ಯೋತ್ಸವ ಆಚರಿಸುತ್ತಿದ್ದೇವೆ. ಕನ್ನಡ ನಾಡು, ನುಡಿ, ನೆಲ, ಜಲದ ವಿಷಯದಲ್ಲಿ ನಾವೆಲ್ಲರೂ ಒಂದಾಗಿ ಹೋರಾಡಬೇಕಾಗಿದೆ ಎಂದು ಕರೆ ನೀಡಿದರು. ಸಮಾರಂಭದಲ್ಲಿ ಒಕ್ಕೂಟದ ಅಧ್ಯಕ್ಷರು, ಪದಾಧಿಕಾರಿಗಳು ಹಾಗೂ ಕನ್ನಡಾಭಿಮಾನಿಗಳು ಭಾಗವಹಿಸಿದ್ದರು. (413, 1024, 639, 1178)
artists-photo-icon (989, 826, 1338, 1011)
yellow-registration-dot (89, 2316, 106, 2334)
headline: ಅಲೆಮಾರಿಗಳಿಗೆ ಸಿಗದ ನೆರವು: ತಪ್ಪದ ಅಲೆದಾಟ (1007, 61, 1411, 92)
section-divider (36, 770, 1538, 772)
column-divider (791, 1405, 792, 2305)
headline: ಕನ್ನಡಪರ ಸಂಘಟನೆಗಳ ಒಕ್ಕೂಟದಿಂದ ರಾಜ್ಯೋತ್ಸವ ಆಚರಣೆ (36, 776, 600, 810)
cyan-registration-dot (1394, 2316, 1411, 2334)
page-number: 6 (46, 9, 68, 47)
theatre-group-photo (988, 825, 1339, 1012)
article-text: ಸರ್ಕಾರಿ ಸೇವೆಯೊಂದಿಗೆ ಸೌಜನ್ಯತೆಯಿಂದ ಸಂಬಂಧ ಉತ್ತಮವಾಗಿರಬೇಕು. ಕೆಲಸದ ಸಮಯದಲ್ಲಿ ಪ್ರಾಮಾಣಿಕತೆಯಿಂದ ಕರ್ತವ್ಯ ನಿರ್ವಹಿಸಬೇಕು. ಸರ್ಕಾರಿ ಕೆಲಸ ಮಾಡುವ ಪ್ರತಿಯೊಬ್ಬ ಅಧಿಕಾರಿ-ನೌಕರರು ಸೇವಾ ಮನೋಭಾವದೊಂದಿಗೆ ಕರ್ತವ್ಯ ನಿರ್ವಹಿಸುವ ಮೂಲಕ ಭ್ರಷ್ಟಾಚಾರ ಮುಕ್ತ ಸಮಾಜ ನಿರ್ಮಾಣಕ್ಕೆ ಕೈಜೋಡಿಸಬೇಕು ಎಂದು ಹೇಳಿದರು. ಅಪರ ಜಿಲ್ಲಾಧಿಕಾರಿ ಡಾ. ಎನ್. ತಿಪ್ಪೇಸ್ವಾಮಿ ಮಾತನಾಡಿ, ಯುವಜನರು ಸಮಾಜದಲ್ಲಿ ಬದಲಾವಣೆ ತರುವ ಶಕ್ತಿ ಹೊಂದಿದ್ದಾರೆ. ವಿಳಂಬ ಮಾಡುವುದು, ಅಧಿಕಾರದ ದುರ್ಬಳಕೆ ಮಾಡುವುದು ಭ್ರಷ್ಟಾಚಾರದ ರೂಪಗಳೇ ಆಗಿವೆ ಎಂದು ತಿಳಿಸಿದರು. ಜಿಲ್ಲಾ ಪೊಲೀಸ್ ಅಧೀಕ್ಷಕ ಕೆ.ವಿ. ಅಶೋಕ್ ಮಾತನಾಡಿ, ಸರ್ಕಾರಿ ಕಚೇರಿಗಳಲ್ಲಿ ಲಂಚ ಕೇಳಿದರೆ ಲೋಕಾಯುಕ್ತಕ್ಕೆ ದೂರು ನೀಡಬೇಕು ಎಂದರು. (275, 389, 521, 662)
